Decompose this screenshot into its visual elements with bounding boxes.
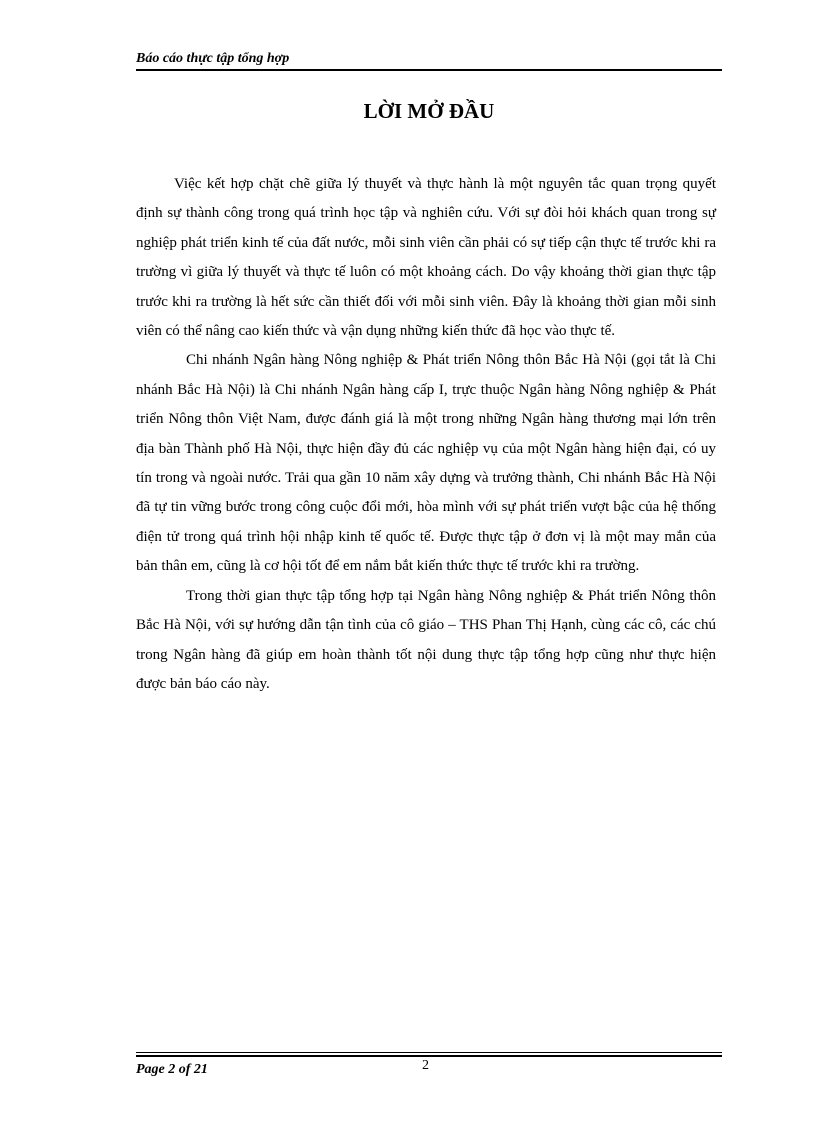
header-divider [136,69,722,71]
footer-row [136,1057,722,1079]
page-header [136,50,722,71]
document-body [136,170,716,699]
page-footer [136,1052,722,1079]
footer-page-label: Page 2 of 21 [136,1062,208,1077]
paragraph-3: Trong thời gian thực tập tổng hợp tại Ngân hàng Nông nghiệp & Phát triển Nông thôn Bắc Hà Nội, với sự hướng dẫn tận tình của cô giáo – THS Phan Thị Hạnh, cùng các cô, các chú trong Ngân hàng đã giúp em hoàn thành tốt nội dung thực tập tổng hợp cũng như thực hiện được bản báo cáo này. [136,587,716,692]
footer-divider-thin [136,1052,722,1053]
paragraph-2: Chi nhánh Ngân hàng Nông nghiệp & Phát triển Nông thôn Bắc Hà Nội (gọi tắt là Chi nhánh Bắc Hà Nội) là Chi nhánh Ngân hàng cấp I, trực thuộc Ngân hàng Nông nghiệp & Phát triển Nông thôn Việt Nam, được đánh giá là một trong những Ngân hàng thương mại lớn trên địa bàn Thành phố Hà Nội, thực hiện đầy đủ các nghiệp vụ của một Ngân hàng hiện đại, có uy tín trong và ngoài nước. Trải qua gần 10 năm xây dựng và trưởng thành, Chi nhánh Bắc Hà Nội đã tự tin vững bước trong công cuộc đổi mới, hòa mình với sự phát triển vượt bậc của hệ thống điện tử trong quá trình hội nhập kinh tế quốc tế. Được thực tập ở đơn vị là một may mắn của bản thân em, cũng là cơ hội tốt để em nắm bắt kiến thức thực tế trước khi ra trường. [136,352,716,575]
footer-page-number: 2 [422,1058,429,1073]
paragraph-1: Việc kết hợp chặt chẽ giữa lý thuyết và thực hành là một nguyên tắc quan trọng quyết định sự thành công trong quá trình học tập và nghiên cứu. Với sự đòi hỏi khách quan trong sự nghiệp phát triển kinh tế của đất nước, mỗi sinh viên cần phải có sự tiếp cận thực tế trước khi ra trường vì giữa lý thuyết và thực tế luôn có một khoảng cách. Do vậy khoảng thời gian thực tập trước khi ra trường là hết sức cần thiết đối với mỗi sinh viên. Đây là khoảng thời gian mỗi sinh viên có thể nâng cao kiến thức và vận dụng những kiến thức đã học vào thực tế. [136,176,716,340]
document-title: LỜI MỞ ĐẦU [363,99,495,123]
header-title: Báo cáo thực tập tổng hợp [136,51,290,66]
